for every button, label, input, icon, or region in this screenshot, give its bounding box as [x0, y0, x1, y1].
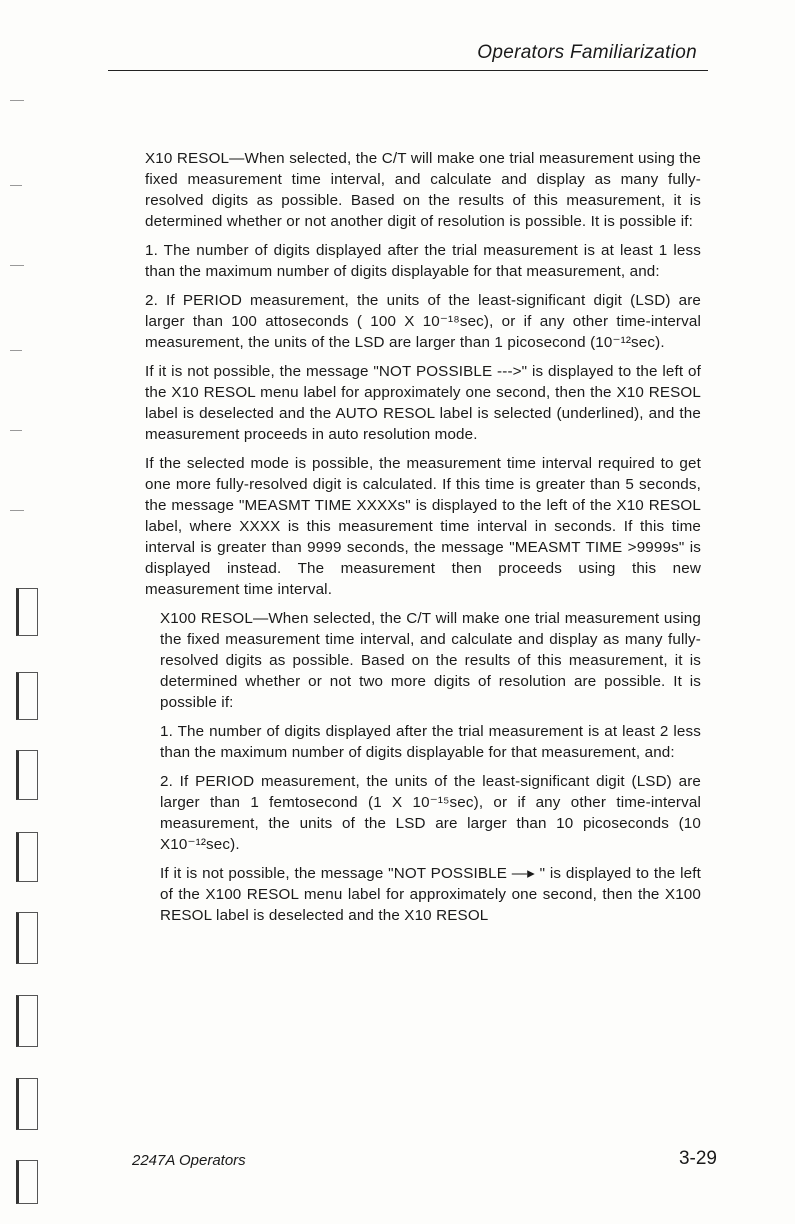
binder-mark [16, 832, 38, 882]
paragraph-x10-condition-2: 2. If PERIOD measurement, the units of the least-significant digit (LSD) are larger than 100 attoseconds ( 100 X 10⁻¹⁸sec), or if any other time-interval measurement, the units of the LSD are larger than 1 picosecond (10⁻¹²sec). [145, 292, 701, 351]
paragraph-x10-intro: X10 RESOL—When selected, the C/T will make one trial measurement using the fixed measurement time interval, and calculate and display as many fully-resolved digits as possible. Based on the results of this measurement, it is determined whether or not another digit of resolution is possible. It is possible if: [145, 150, 701, 230]
binder-mark [16, 750, 38, 800]
binder-mark [16, 588, 38, 636]
paragraph-x10-condition-1: 1. The number of digits displayed after the trial measurement is at least 1 less than the maximum number of digits displayable for that measurement, and: [145, 242, 701, 280]
scan-speck [10, 510, 24, 511]
paragraph-x100-condition-1: 1. The number of digits displayed after the trial measurement is at least 2 less than the maximum number of digits displayable for that measurement, and: [160, 723, 701, 761]
footer-manual-title: 2247A Operators [132, 1152, 246, 1169]
binder-mark [16, 672, 38, 720]
paragraph-x100-not-possible: If it is not possible, the message "NOT POSSIBLE —▸ " is displayed to the left of the X100 RESOL menu label for approximately one second, then the X100 RESOL label is deselected and the X10 RESOL [160, 865, 701, 924]
scan-speck [10, 350, 22, 351]
scan-speck [10, 430, 22, 431]
binder-mark [16, 1078, 38, 1130]
scan-speck [10, 265, 24, 266]
body-text [145, 148, 701, 934]
scan-speck [10, 185, 22, 186]
paragraph-x100-intro: X100 RESOL—When selected, the C/T will make one trial measurement using the fixed measurement time interval, and calculate and display as many fully-resolved digits as possible. Based on the results of this measurement, it is determined whether or not two more digits of resolution are possible. It is possible if: [160, 610, 701, 711]
scan-speck [10, 100, 24, 101]
footer-page-number: 3-29 [678, 1148, 717, 1169]
binder-mark [16, 1160, 38, 1204]
binder-mark [16, 995, 38, 1047]
header-rule [108, 70, 708, 71]
page-header-title: Operators Familiarization [477, 42, 697, 63]
paragraph-x100-condition-2: 2. If PERIOD measurement, the units of the least-significant digit (LSD) are larger than 1 femtosecond (1 X 10⁻¹⁵sec), or if any other time-interval measurement, the units of the LSD are larger than 10 picoseconds (10 X10⁻¹²sec). [160, 773, 701, 853]
paragraph-x10-not-possible: If it is not possible, the message "NOT POSSIBLE --->" is displayed to the left of the X10 RESOL menu label for approximately one second, then the X10 RESOL label is deselected and the AUTO RESOL label is selected (underlined), and the measurement proceeds in auto resolution mode. [145, 363, 701, 443]
paragraph-x10-possible: If the selected mode is possible, the measurement time interval required to get one more fully-resolved digit is calculated. If this time is greater than 5 seconds, the message "MEASMT TIME XXXXs" is displayed to the left of the X10 RESOL label, where XXXX is this measurement time interval in seconds. If this time interval is greater than 9999 seconds, the message "MEASMT TIME >9999s" is displayed instead. The measurement then proceeds using this new measurement time interval. [145, 455, 701, 598]
binder-mark [16, 912, 38, 964]
